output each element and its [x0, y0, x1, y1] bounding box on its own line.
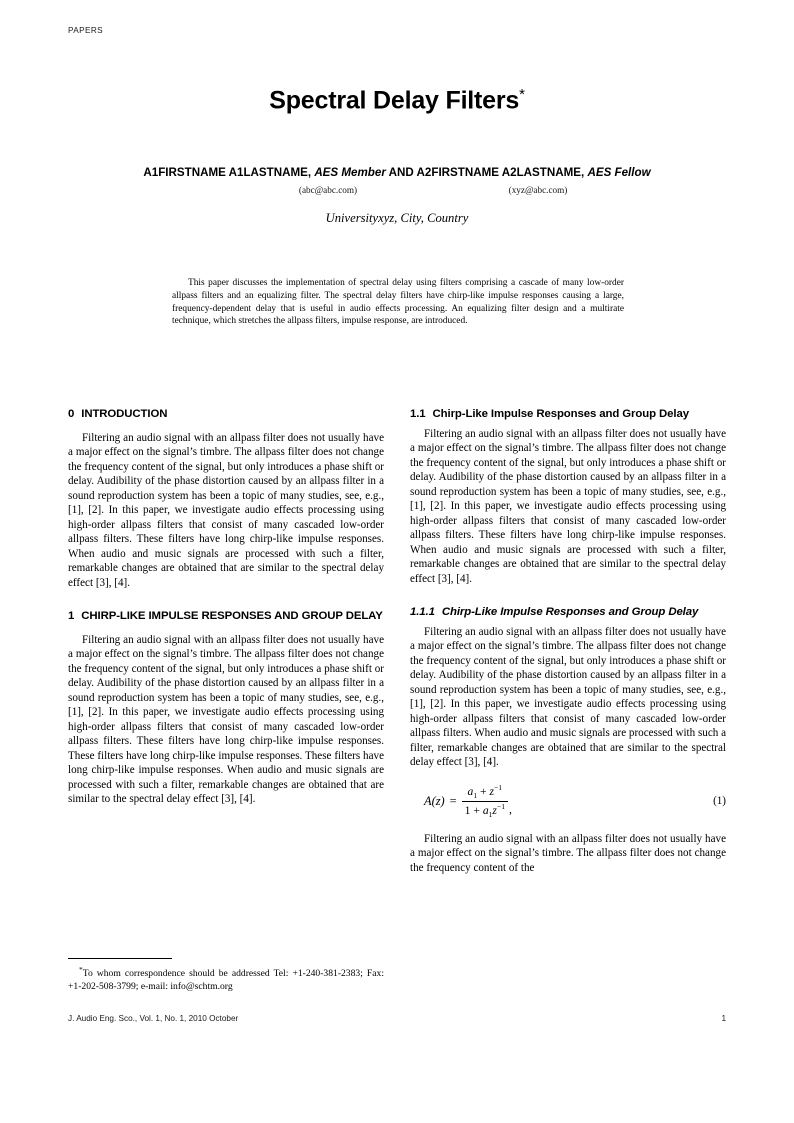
denominator-a-subscript: 1 — [488, 809, 493, 819]
denominator-a: a — [482, 803, 489, 817]
equation-1-lhs: A(z) — [424, 793, 445, 808]
footnote-marker: * — [79, 965, 83, 974]
footnote-body: To whom correspondence should be addressed Tel: +1-240-381-2383; Fax: +1-202-508-3799; e-mail: info@schtm.org — [68, 968, 384, 993]
title-block — [68, 86, 726, 115]
paragraph-section-1-1: Filtering an audio signal with an allpass filter does not usually have a major effect on the signal’s timbre. The allpass filter does not change the frequency content of the signal, but only introduces a phase shift or delay. Audibility of the phase distortion caused by an allpass filter in a sound reproduction system has been a topic of many studies, see, e.g., [1], [2]. In this paper, we investigate audio effects processing using high-order allpass filters that consist of many cascaded low-order allpass filters. These filters have long chirp-like impulse responses. When audio and music signals are processed with such a filter, remarkable changes are obtained that are similar to the spectral delay effect [3], [4]. — [410, 427, 726, 585]
column-left — [68, 408, 384, 948]
running-head: PAPERS — [68, 26, 104, 35]
denominator-z-exponent: −1 — [496, 801, 506, 811]
author-emails — [68, 185, 726, 201]
equation-1-numerator — [465, 783, 506, 801]
author-2-name: A2FIRSTNAME A2LASTNAME, — [416, 166, 585, 179]
numerator-a: a — [467, 784, 474, 798]
author-2-role: AES Fellow — [587, 166, 651, 179]
subsubsection-title: Chirp-Like Impulse Responses and Group Delay — [441, 606, 699, 619]
abstract: This paper discusses the implementation of spectral delay using filters comprising a cascade of many low-order allpass filters and an equalizing filter. The spectral delay filters have chirp-like impulse responses causing a large, frequency-dependent delay that is useful in audio effects processing. An equalizing filter design and a multirate technique, which stretches the allpass filters, impulse response, are introduced. — [172, 278, 624, 327]
numerator-z-exponent: −1 — [494, 782, 503, 792]
page-title — [68, 86, 726, 115]
author-1-role: AES Member — [314, 166, 386, 179]
subsection-title: Chirp-Like Impulse Responses and Group Delay — [432, 408, 689, 420]
author-line — [68, 166, 726, 180]
paragraph-introduction: Filtering an audio signal with an allpass filter does not usually have a major effect on the signal’s timbre. The allpass filter does not change the frequency content of the signal, but only introduces a phase shift or delay. Audibility of the phase distortion caused by an allpass filter in a sound reproduction system has been a topic of many studies, see, e.g., [1], [2]. In this paper, we investigate audio effects processing using high-order allpass filters that consist of many cascaded low-order allpass filters. These filters have long chirp-like impulse responses. When audio and music signals are processed with such a filter, remarkable changes are obtained that are similar to the spectral delay effect [3], [4]. — [68, 431, 384, 589]
equation-1 — [410, 783, 726, 820]
footnote-text — [68, 965, 384, 993]
subsection-number: 1.1 — [410, 408, 426, 420]
author-1-email: (abc@abc.com) — [298, 185, 358, 195]
section-number: 1 — [68, 610, 75, 623]
footnote — [68, 958, 384, 993]
section-title: CHIRP-LIKE IMPULSE RESPONSES AND GROUP DELAY — [81, 610, 383, 623]
paragraph-section-1: Filtering an audio signal with an allpass filter does not usually have a major effect on the signal’s timbre. The allpass filter does not change the frequency content of the signal, but only introduces a phase shift or delay. Audibility of the phase distortion caused by an allpass filter in a sound reproduction system has been a topic of many studies, see, e.g., [1], [2]. In this paper, we investigate audio effects processing using high-order allpass filters that consist of many cascaded low-order allpass filters. These filters have long chirp-like impulse responses. These filters have long chirp-like impulse responses. These filters have long chirp-like impulse responses. When audio and music signals are processed with such a filter, remarkable changes are obtained that are similar to the spectral delay effect [3], [4]. — [68, 633, 384, 806]
numerator-z: z — [489, 784, 495, 798]
subsubsection-heading-1-1-1 — [410, 606, 726, 620]
section-title: INTRODUCTION — [81, 408, 168, 420]
denominator-one: 1 — [464, 803, 471, 817]
title-footnote-marker: * — [519, 86, 525, 103]
equation-1-denominator — [462, 802, 508, 820]
section-heading-introduction — [68, 408, 384, 422]
equation-1-trailing-comma: , — [509, 801, 513, 816]
column-right — [410, 408, 726, 1008]
author-conjunction: AND — [388, 166, 414, 179]
subsection-heading-1-1 — [410, 408, 726, 422]
equation-1-number: (1) — [713, 795, 726, 808]
paper-title-text: Spectral Delay Filters — [269, 86, 520, 115]
paragraph-closing: Filtering an audio signal with an allpass filter does not usually have a major effect on the signal’s timbre. The allpass filter does not change the frequency content of the — [410, 832, 726, 874]
denominator-plus: + — [473, 803, 480, 817]
footer-journal-line: J. Audio Eng. Sco., Vol. 1, No. 1, 2010 October — [68, 1014, 239, 1023]
affiliation: Universityxyz, City, Country — [325, 211, 469, 225]
denominator-z: z — [492, 803, 497, 817]
footnote-rule — [68, 958, 172, 959]
equation-1-body — [410, 783, 713, 820]
author-2-email: (xyz@abc.com) — [508, 185, 568, 195]
numerator-a-subscript: 1 — [473, 790, 478, 800]
equation-1-equals: = — [449, 793, 457, 808]
section-number: 0 — [68, 408, 75, 420]
footer-page-number: 1 — [721, 1014, 726, 1023]
subsubsection-number: 1.1.1 — [410, 606, 435, 619]
equation-1-fraction — [462, 783, 508, 820]
numerator-plus: + — [480, 784, 487, 798]
page-footer — [68, 1014, 726, 1023]
author-1-name: A1FIRSTNAME A1LASTNAME, — [143, 166, 312, 179]
section-heading-chirp-like-impulse-responses — [68, 610, 384, 624]
paragraph-section-1-1-1: Filtering an audio signal with an allpass filter does not usually have a major effect on the signal’s timbre. The allpass filter does not change the frequency content of the signal, but only introduces a phase shift or delay. Audibility of the phase distortion caused by an allpass filter in a sound reproduction system has been a topic of many studies, see, e.g., [1], [2]. In this paper, we investigate audio effects processing using high-order allpass filters that consist of many cascaded low-order allpass filters. When audio and music signals are processed with such a filter, remarkable changes are obtained that are similar to the spectral delay effect [3], [4]. — [410, 625, 726, 769]
